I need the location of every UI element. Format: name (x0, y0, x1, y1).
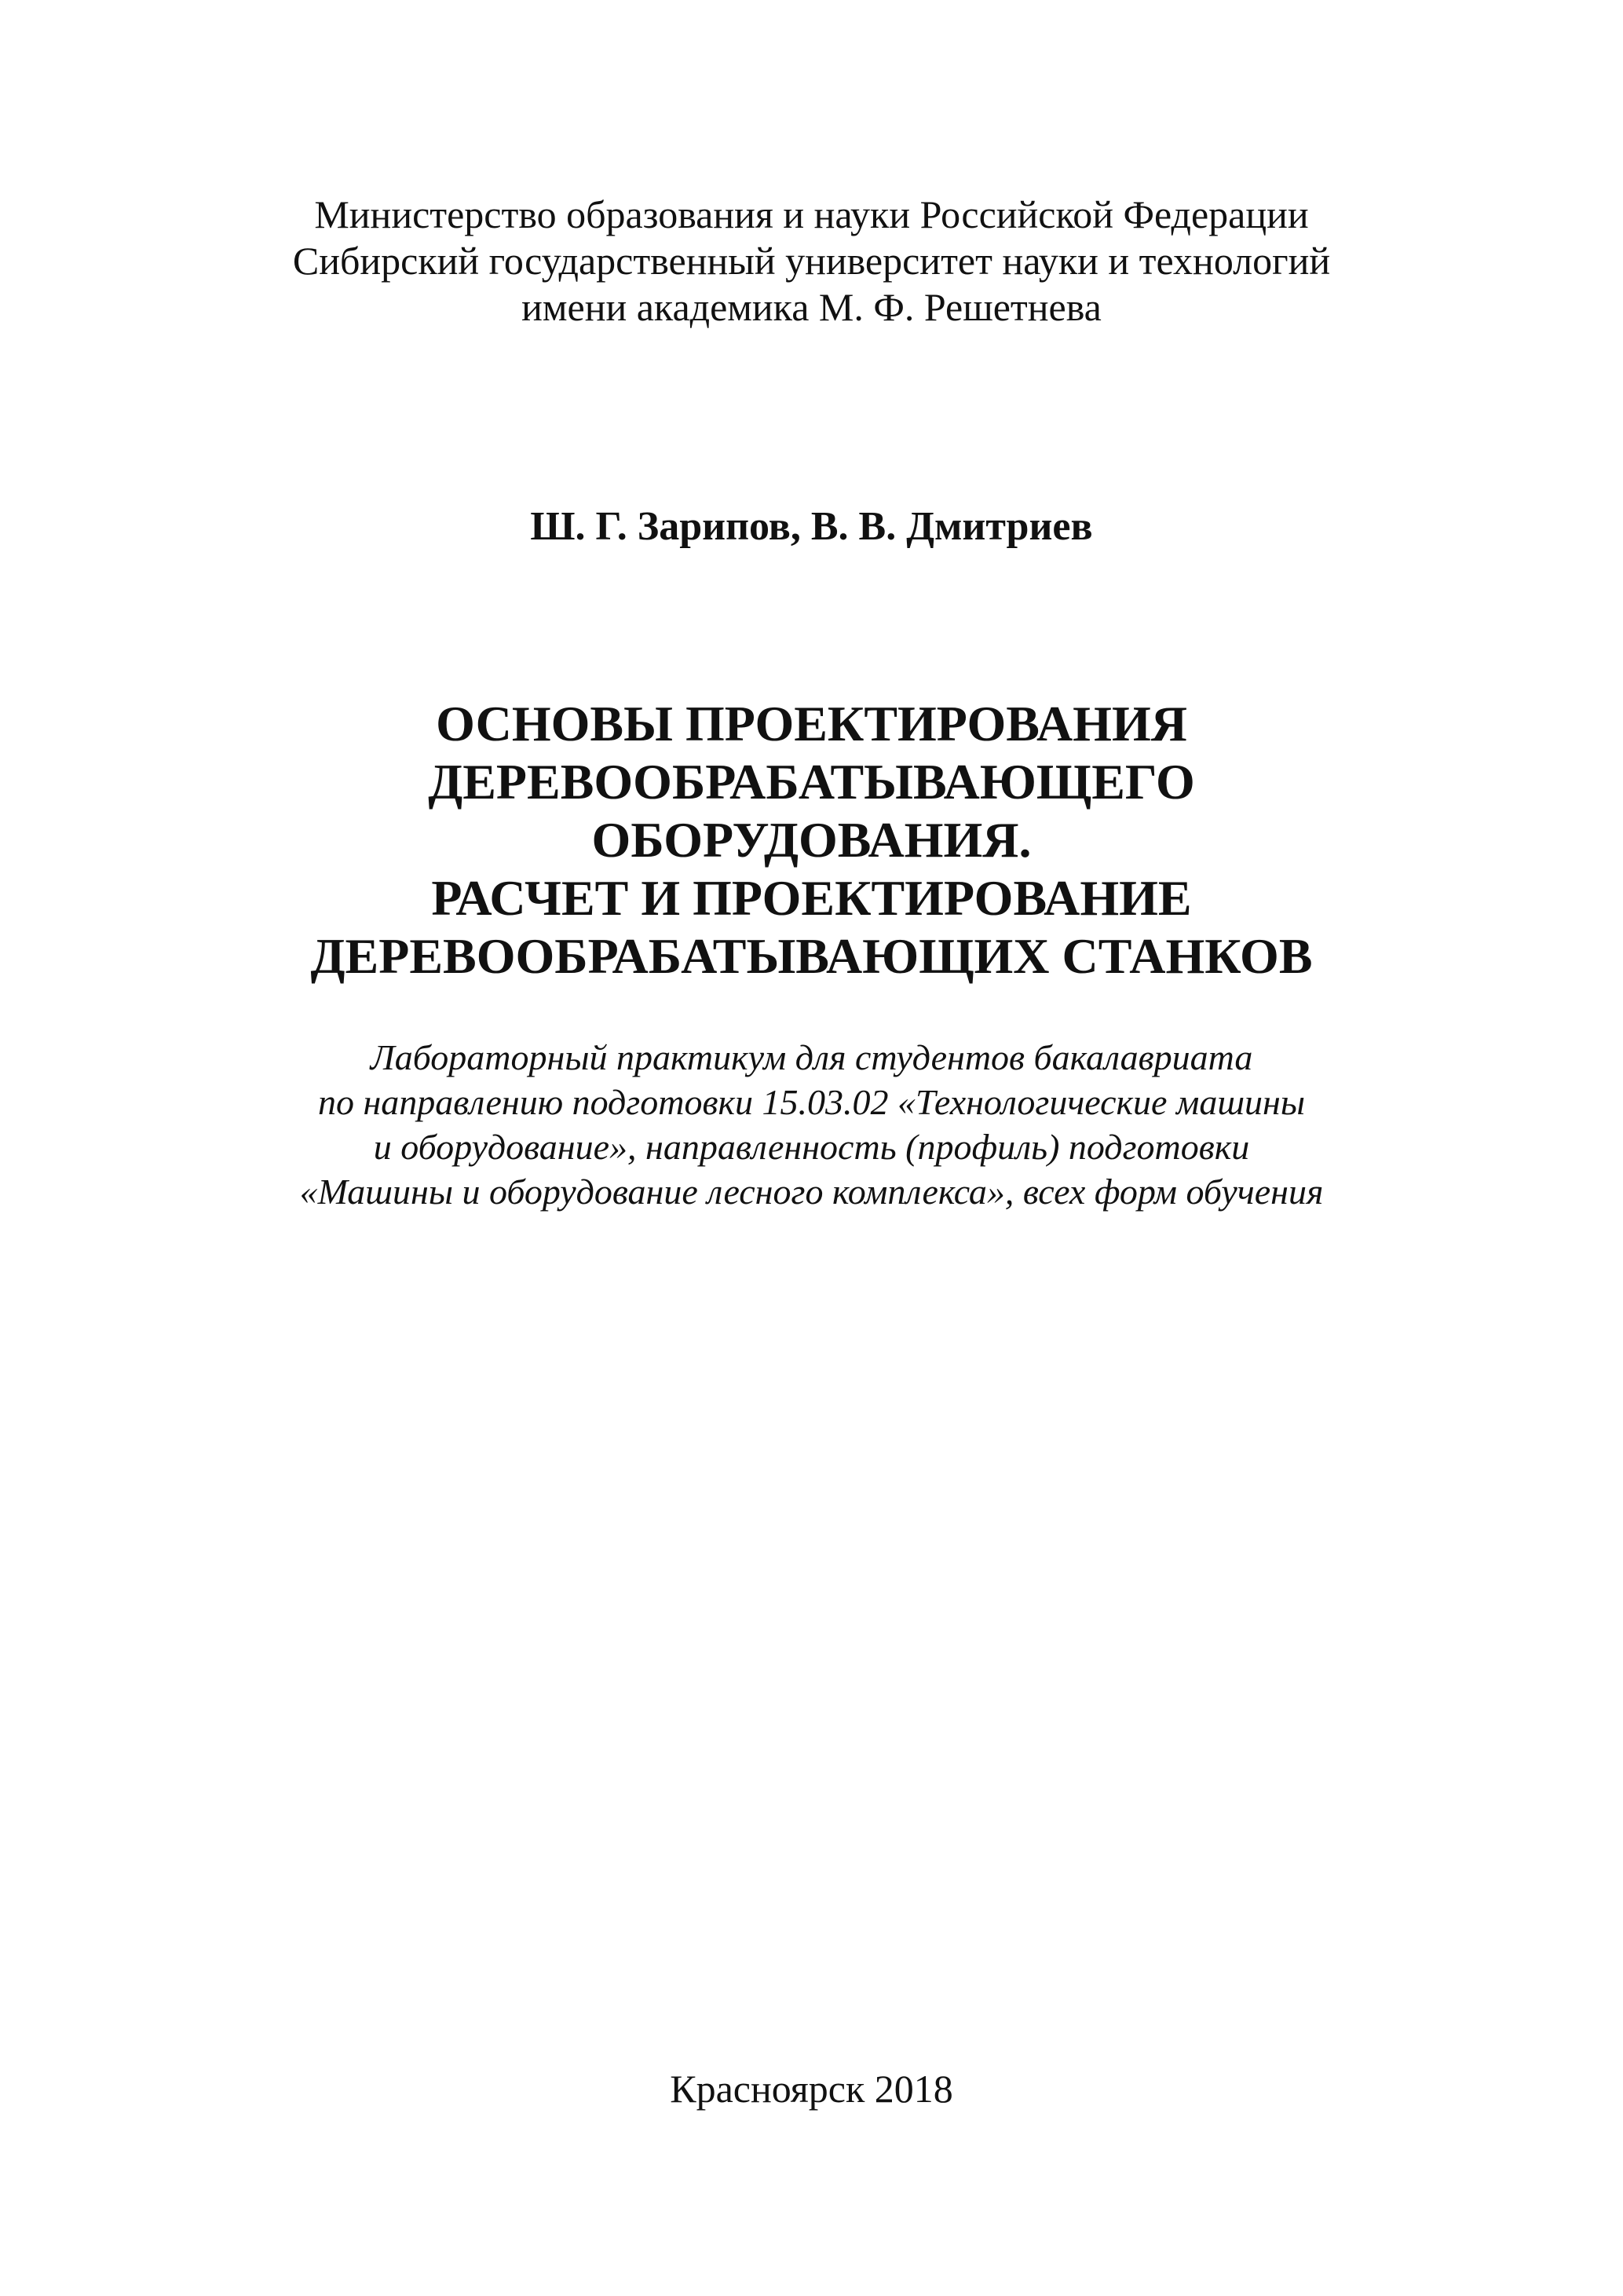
institution-line-ministry: Министерство образования и науки Российской Федерации (314, 192, 1309, 236)
subtitle-line: «Машины и оборудование лесного комплекса», всех форм обучения (299, 1172, 1324, 1212)
title-line: РАСЧЕТ И ПРОЕКТИРОВАНИЕ (431, 870, 1192, 926)
authors (0, 503, 1623, 551)
title-line: ДЕРЕВООБРАБАТЫВАЮЩИХ СТАНКОВ (310, 928, 1313, 984)
subtitle-line: по направлению подготовки 15.03.02 «Технологические машины (317, 1082, 1306, 1122)
book-title (0, 695, 1623, 985)
authors-text: Ш. Г. Зарипов, В. В. Дмитриев (530, 504, 1093, 549)
title-line: ДЕРЕВООБРАБАТЫВАЮЩЕГО (428, 754, 1195, 810)
title-line: ОСНОВЫ ПРОЕКТИРОВАНИЯ (436, 696, 1187, 751)
book-subtitle (0, 1035, 1623, 1214)
institution-line-university: Сибирский государственный университет науки и технологий (292, 239, 1331, 283)
subtitle-line: Лабораторный практикум для студентов бакалавриата (370, 1037, 1253, 1077)
institution-header (0, 192, 1623, 331)
city-year: Красноярск 2018 (670, 2067, 953, 2111)
publication-footer (0, 2065, 1623, 2112)
title-line: ОБОРУДОВАНИЯ. (591, 812, 1032, 868)
institution-line-named-after: имени академика М. Ф. Решетнева (521, 285, 1102, 329)
subtitle-line: и оборудование», направленность (профиль) подготовки (373, 1127, 1250, 1167)
